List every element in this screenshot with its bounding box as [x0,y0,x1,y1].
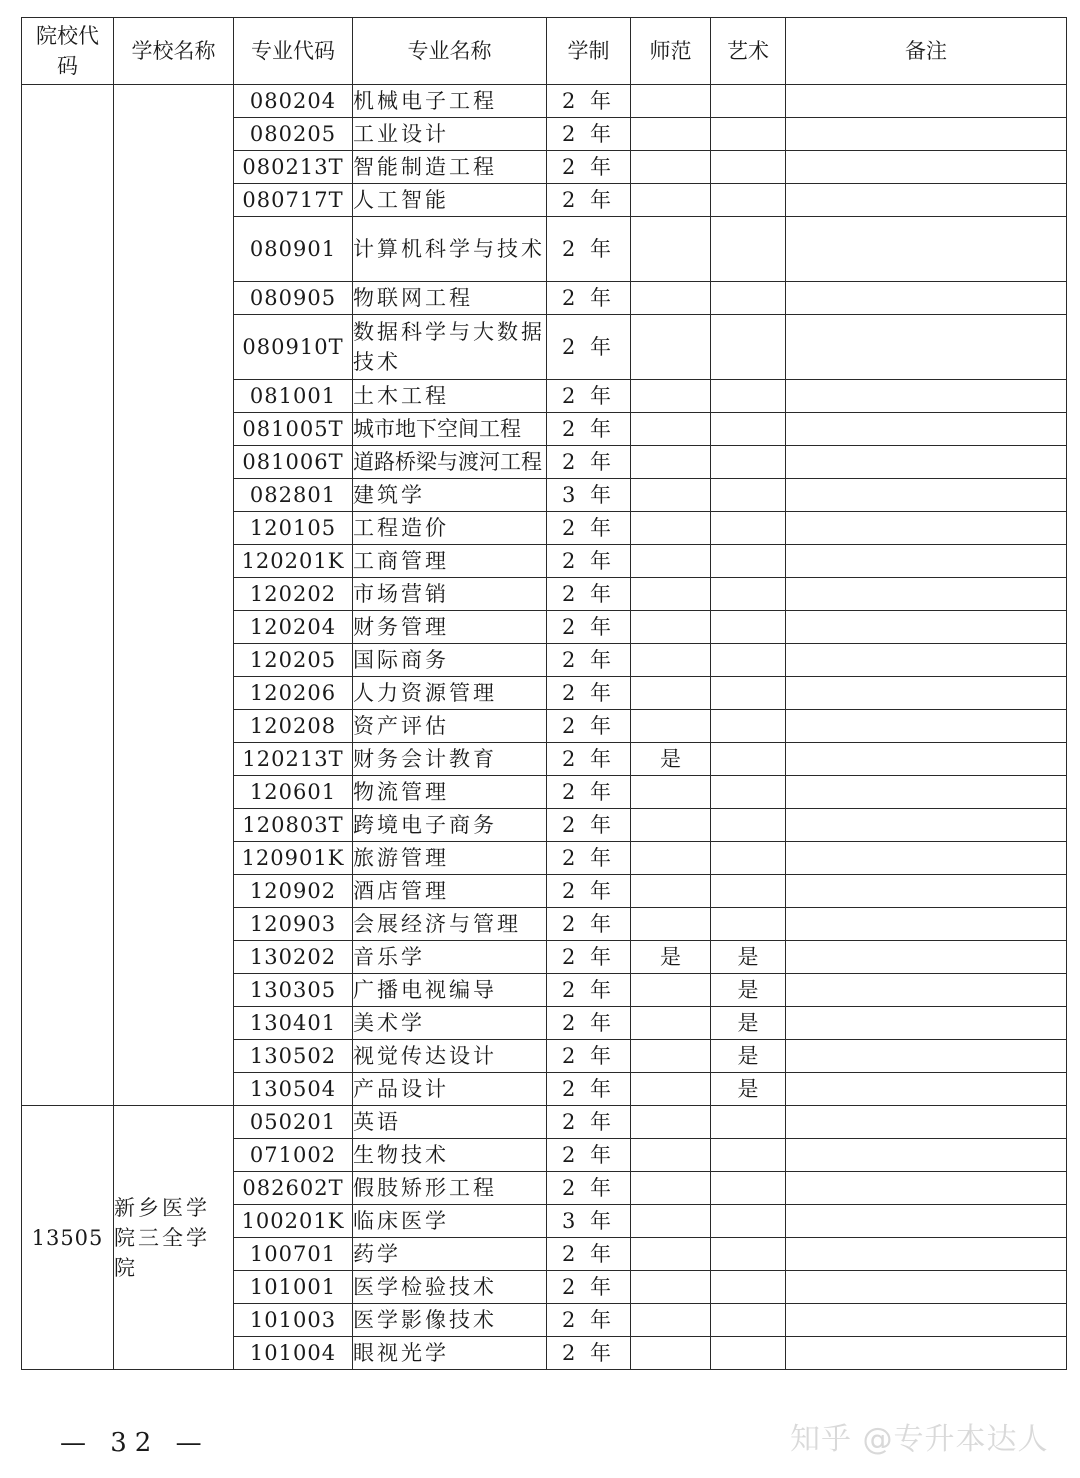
page-number: — 32 — [60,1428,210,1458]
majors-table [21,17,1067,1370]
normal-flag-cell [631,677,711,710]
art-flag-cell: 是 [711,1007,786,1040]
remark-cell [786,941,1067,974]
remark-cell [786,446,1067,479]
normal-flag-cell [631,315,711,380]
art-flag-cell [711,479,786,512]
normal-flag-cell [631,710,711,743]
remark-cell [786,1106,1067,1139]
major-code-cell: 130502 [234,1040,353,1073]
header-school-code: 院校代码 [22,18,114,85]
major-code-cell: 080910T [234,315,353,380]
major-name-cell: 计算机科学与技术 [353,217,547,282]
remark-cell [786,184,1067,217]
school-name-cell [114,85,234,1106]
normal-flag-cell [631,512,711,545]
table-row [22,1106,1067,1139]
remark-cell [786,315,1067,380]
major-code-cell: 120105 [234,512,353,545]
normal-flag-cell [631,974,711,1007]
major-name-cell: 智能制造工程 [353,151,547,184]
major-name-cell: 产品设计 [353,1073,547,1106]
remark-cell [786,1139,1067,1172]
art-flag-cell [711,1238,786,1271]
major-name-cell: 临床医学 [353,1205,547,1238]
major-code-cell: 080205 [234,118,353,151]
major-name-cell: 工业设计 [353,118,547,151]
remark-cell [786,1073,1067,1106]
major-code-cell: 101001 [234,1271,353,1304]
duration-cell: 2 年 [547,413,631,446]
duration-cell: 2 年 [547,611,631,644]
duration-cell: 2 年 [547,677,631,710]
major-name-cell: 美术学 [353,1007,547,1040]
major-name-cell: 生物技术 [353,1139,547,1172]
art-flag-cell [711,1205,786,1238]
duration-cell: 2 年 [547,974,631,1007]
art-flag-cell [711,809,786,842]
major-code-cell: 120204 [234,611,353,644]
art-flag-cell [711,743,786,776]
art-flag-cell [711,446,786,479]
art-flag-cell: 是 [711,941,786,974]
major-code-cell: 080204 [234,85,353,118]
art-flag-cell [711,578,786,611]
remark-cell [786,1172,1067,1205]
major-name-cell: 会展经济与管理 [353,908,547,941]
normal-flag-cell [631,776,711,809]
duration-cell: 2 年 [547,1337,631,1370]
normal-flag-cell [631,842,711,875]
duration-cell: 2 年 [547,941,631,974]
remark-cell [786,413,1067,446]
major-name-cell: 物流管理 [353,776,547,809]
major-code-cell: 101004 [234,1337,353,1370]
normal-flag-cell [631,1139,711,1172]
remark-cell [786,545,1067,578]
school-code-cell [22,85,114,1106]
header-remark: 备注 [786,18,1067,85]
major-code-cell: 071002 [234,1139,353,1172]
remark-cell [786,776,1067,809]
major-name-cell: 广播电视编导 [353,974,547,1007]
duration-cell: 3 年 [547,479,631,512]
remark-cell [786,118,1067,151]
header-duration: 学制 [547,18,631,85]
remark-cell [786,611,1067,644]
remark-cell [786,974,1067,1007]
remark-cell [786,85,1067,118]
major-code-cell: 130305 [234,974,353,1007]
art-flag-cell: 是 [711,1040,786,1073]
normal-flag-cell [631,1205,711,1238]
major-code-cell: 130401 [234,1007,353,1040]
major-code-cell: 120208 [234,710,353,743]
art-flag-cell [711,282,786,315]
duration-cell: 2 年 [547,1271,631,1304]
art-flag-cell: 是 [711,974,786,1007]
normal-flag-cell: 是 [631,743,711,776]
normal-flag-cell [631,809,711,842]
remark-cell [786,151,1067,184]
art-flag-cell [711,380,786,413]
normal-flag-cell [631,380,711,413]
major-code-cell: 101003 [234,1304,353,1337]
duration-cell: 2 年 [547,151,631,184]
duration-cell: 3 年 [547,1205,631,1238]
normal-flag-cell [631,1073,711,1106]
normal-flag-cell [631,875,711,908]
duration-cell: 2 年 [547,1238,631,1271]
table-row [22,85,1067,118]
major-name-cell: 视觉传达设计 [353,1040,547,1073]
remark-cell [786,380,1067,413]
art-flag-cell [711,118,786,151]
major-code-cell: 120213T [234,743,353,776]
major-code-cell: 080717T [234,184,353,217]
major-code-cell: 120902 [234,875,353,908]
major-name-cell: 国际商务 [353,644,547,677]
major-name-cell: 药学 [353,1238,547,1271]
major-code-cell: 120205 [234,644,353,677]
duration-cell: 2 年 [547,512,631,545]
duration-cell: 2 年 [547,118,631,151]
major-code-cell: 120903 [234,908,353,941]
major-name-cell: 医学影像技术 [353,1304,547,1337]
art-flag-cell [711,217,786,282]
remark-cell [786,217,1067,282]
art-flag-cell [711,545,786,578]
header-school-name: 学校名称 [114,18,234,85]
art-flag-cell [711,644,786,677]
major-name-cell: 土木工程 [353,380,547,413]
major-name-cell: 眼视光学 [353,1337,547,1370]
duration-cell: 2 年 [547,1073,631,1106]
major-name-cell: 数据科学与大数据技术 [353,315,547,380]
duration-cell: 2 年 [547,1040,631,1073]
major-code-cell: 120201K [234,545,353,578]
normal-flag-cell [631,644,711,677]
normal-flag-cell [631,184,711,217]
table-body [22,85,1067,1370]
remark-cell [786,875,1067,908]
major-name-cell: 跨境电子商务 [353,809,547,842]
duration-cell: 2 年 [547,282,631,315]
duration-cell: 2 年 [547,578,631,611]
art-flag-cell [711,315,786,380]
normal-flag-cell [631,151,711,184]
duration-cell: 2 年 [547,545,631,578]
major-name-cell: 工程造价 [353,512,547,545]
major-name-cell: 音乐学 [353,941,547,974]
major-code-cell: 082602T [234,1172,353,1205]
normal-flag-cell [631,1007,711,1040]
normal-flag-cell [631,479,711,512]
duration-cell: 2 年 [547,1007,631,1040]
normal-flag-cell: 是 [631,941,711,974]
remark-cell [786,743,1067,776]
remark-cell [786,1238,1067,1271]
major-name-cell: 财务会计教育 [353,743,547,776]
normal-flag-cell [631,1271,711,1304]
remark-cell [786,677,1067,710]
header-normal: 师范 [631,18,711,85]
major-name-cell: 财务管理 [353,611,547,644]
normal-flag-cell [631,908,711,941]
normal-flag-cell [631,611,711,644]
major-name-cell: 工商管理 [353,545,547,578]
art-flag-cell [711,710,786,743]
major-name-cell: 建筑学 [353,479,547,512]
major-code-cell: 130202 [234,941,353,974]
major-code-cell: 081001 [234,380,353,413]
duration-cell: 2 年 [547,644,631,677]
major-code-cell: 081005T [234,413,353,446]
remark-cell [786,809,1067,842]
major-code-cell: 082801 [234,479,353,512]
major-name-cell: 物联网工程 [353,282,547,315]
art-flag-cell [711,184,786,217]
remark-cell [786,1337,1067,1370]
duration-cell: 2 年 [547,217,631,282]
remark-cell [786,1040,1067,1073]
art-flag-cell [711,611,786,644]
art-flag-cell [711,512,786,545]
art-flag-cell [711,413,786,446]
duration-cell: 2 年 [547,743,631,776]
major-code-cell: 100701 [234,1238,353,1271]
duration-cell: 2 年 [547,809,631,842]
art-flag-cell [711,1337,786,1370]
art-flag-cell [711,1139,786,1172]
art-flag-cell [711,842,786,875]
major-name-cell: 人力资源管理 [353,677,547,710]
major-name-cell: 医学检验技术 [353,1271,547,1304]
major-code-cell: 081006T [234,446,353,479]
remark-cell [786,578,1067,611]
major-code-cell: 120206 [234,677,353,710]
art-flag-cell [711,908,786,941]
remark-cell [786,644,1067,677]
normal-flag-cell [631,85,711,118]
duration-cell: 2 年 [547,1139,631,1172]
art-flag-cell [711,1172,786,1205]
duration-cell: 2 年 [547,380,631,413]
normal-flag-cell [631,413,711,446]
normal-flag-cell [631,446,711,479]
duration-cell: 2 年 [547,776,631,809]
school-code-cell: 13505 [22,1106,114,1370]
duration-cell: 2 年 [547,1106,631,1139]
major-code-cell: 120901K [234,842,353,875]
major-code-cell: 080905 [234,282,353,315]
duration-cell: 2 年 [547,710,631,743]
remark-cell [786,710,1067,743]
duration-cell: 2 年 [547,875,631,908]
major-name-cell: 酒店管理 [353,875,547,908]
major-name-cell: 旅游管理 [353,842,547,875]
normal-flag-cell [631,282,711,315]
header-major-code: 专业代码 [234,18,353,85]
art-flag-cell [711,85,786,118]
major-code-cell: 120202 [234,578,353,611]
major-code-cell: 100201K [234,1205,353,1238]
major-name-cell: 道路桥梁与渡河工程 [353,446,547,479]
normal-flag-cell [631,217,711,282]
header-major-name: 专业名称 [353,18,547,85]
art-flag-cell [711,776,786,809]
remark-cell [786,1205,1067,1238]
watermark: 知乎 @专升本达人 [790,1422,1049,1457]
header-art: 艺术 [711,18,786,85]
art-flag-cell [711,875,786,908]
major-code-cell: 120803T [234,809,353,842]
art-flag-cell [711,1106,786,1139]
remark-cell [786,908,1067,941]
school-name-cell: 新乡医学院三全学院 [114,1106,234,1370]
duration-cell: 2 年 [547,908,631,941]
major-code-cell: 130504 [234,1073,353,1106]
remark-cell [786,1304,1067,1337]
remark-cell [786,1271,1067,1304]
duration-cell: 2 年 [547,184,631,217]
normal-flag-cell [631,1337,711,1370]
art-flag-cell [711,151,786,184]
duration-cell: 2 年 [547,1172,631,1205]
major-code-cell: 080901 [234,217,353,282]
normal-flag-cell [631,118,711,151]
art-flag-cell [711,1304,786,1337]
remark-cell [786,282,1067,315]
major-code-cell: 120601 [234,776,353,809]
major-name-cell: 市场营销 [353,578,547,611]
normal-flag-cell [631,1172,711,1205]
major-name-cell: 城市地下空间工程 [353,413,547,446]
normal-flag-cell [631,545,711,578]
remark-cell [786,479,1067,512]
major-name-cell: 假肢矫形工程 [353,1172,547,1205]
table-header-row [22,18,1067,85]
major-code-cell: 050201 [234,1106,353,1139]
duration-cell: 2 年 [547,1304,631,1337]
normal-flag-cell [631,1106,711,1139]
art-flag-cell [711,1271,786,1304]
duration-cell: 2 年 [547,842,631,875]
major-name-cell: 人工智能 [353,184,547,217]
normal-flag-cell [631,1238,711,1271]
remark-cell [786,1007,1067,1040]
major-name-cell: 机械电子工程 [353,85,547,118]
duration-cell: 2 年 [547,446,631,479]
art-flag-cell [711,677,786,710]
art-flag-cell: 是 [711,1073,786,1106]
major-name-cell: 英语 [353,1106,547,1139]
normal-flag-cell [631,1040,711,1073]
remark-cell [786,512,1067,545]
remark-cell [786,842,1067,875]
major-code-cell: 080213T [234,151,353,184]
normal-flag-cell [631,1304,711,1337]
major-name-cell: 资产评估 [353,710,547,743]
normal-flag-cell [631,578,711,611]
duration-cell: 2 年 [547,85,631,118]
duration-cell: 2 年 [547,315,631,380]
